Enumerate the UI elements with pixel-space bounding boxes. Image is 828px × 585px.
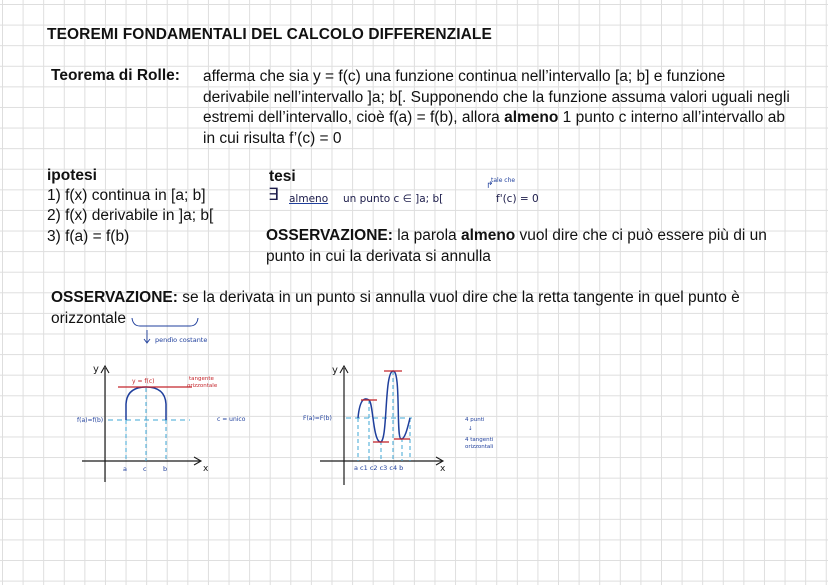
graph1-tick-c: c (143, 465, 147, 473)
rolle-text-1: afferma che sia y = f(c) una funzione continua nell’intervallo [a; b] e funzione derivabile nell’intervallo ]a; b[. Supponendo che la funzione assuma valori uguali negli estremi dell’intervallo, cioè f(a) = f(b), allora (203, 68, 790, 126)
graph2-ticks: a c1 c2 c3 c4 b (354, 464, 404, 472)
pendio-note: pendìo costante (155, 336, 208, 344)
osservazione-1-bold: almeno (460, 227, 516, 244)
graph2-note-4: orizzontali (465, 444, 494, 450)
ipotesi-item-2: 2) f(x) derivabile in ]a; b[ (47, 207, 214, 224)
tesi-almeno: almeno (289, 193, 329, 205)
tesi-statement: un punto c ∈ ]a; b[ (343, 193, 444, 205)
rolle-label: Teorema di Rolle: (51, 67, 180, 84)
exists-symbol: ∃ (268, 185, 279, 205)
graph1-tangent-label-2: orizzontale (187, 383, 218, 389)
rolle-bold-almeno: almeno (504, 109, 559, 126)
graph1-tick-a: a (123, 465, 127, 473)
graph2-y-label: y (332, 365, 338, 376)
graph2-x-label: x (440, 464, 446, 474)
graph1-tick-b: b (163, 465, 168, 473)
rolle-text-2: 1 punto c interno all’intervallo ab in cui risulta f’(c) = 0 (203, 109, 785, 147)
graph1-fc-label: y = f(c) (132, 378, 155, 385)
ipotesi-heading: ipotesi (47, 167, 97, 184)
tesi-condition: f'(c) = 0 (496, 193, 539, 205)
ipotesi-item-3: 3) f(a) = f(b) (47, 228, 130, 245)
tesi-note: tale che (491, 177, 516, 184)
osservazione-1-text-b: vuol dire che ci può essere più di un punto in cui la derivata si annulla (266, 227, 767, 265)
tesi-heading: tesi (269, 168, 296, 185)
page-title: TEOREMI FONDAMENTALI DEL CALCOLO DIFFERENZIALE (47, 26, 492, 43)
graph1-y-label: y (93, 364, 99, 375)
graph1-fa-label: f(a)=f(b) (77, 417, 104, 424)
ipotesi-item-1: 1) f(x) continua in [a; b] (47, 187, 206, 204)
graph2-note-1: 4 punti (465, 417, 485, 423)
graph-2 (303, 365, 494, 485)
osservazione-2-label: OSSERVAZIONE: (51, 289, 178, 306)
graph2-curve (358, 371, 410, 442)
graph2-note-3: 4 tangenti (465, 437, 494, 443)
graph1-x-label: x (203, 464, 209, 474)
osservazione-2-text: se la derivata in un punto si annulla vuol dire che la retta tangente in quel punto è (177, 289, 740, 306)
graph-1 (77, 364, 246, 482)
graph2-fa-label: F(a)=F(b) (303, 415, 332, 422)
osservazione-1-label: OSSERVAZIONE: (266, 227, 393, 244)
orizzontale-bracket (132, 318, 198, 326)
graph1-side-note: c = unico (217, 416, 246, 423)
osservazione-1-text-a: la parola (392, 227, 461, 244)
orizzontale-highlight: orizzontale (51, 309, 126, 327)
graph1-tangent-label-1: tangente (189, 376, 214, 382)
arrow-icon: ↱ (486, 181, 494, 191)
graph2-note-2: ↓ (468, 426, 473, 432)
